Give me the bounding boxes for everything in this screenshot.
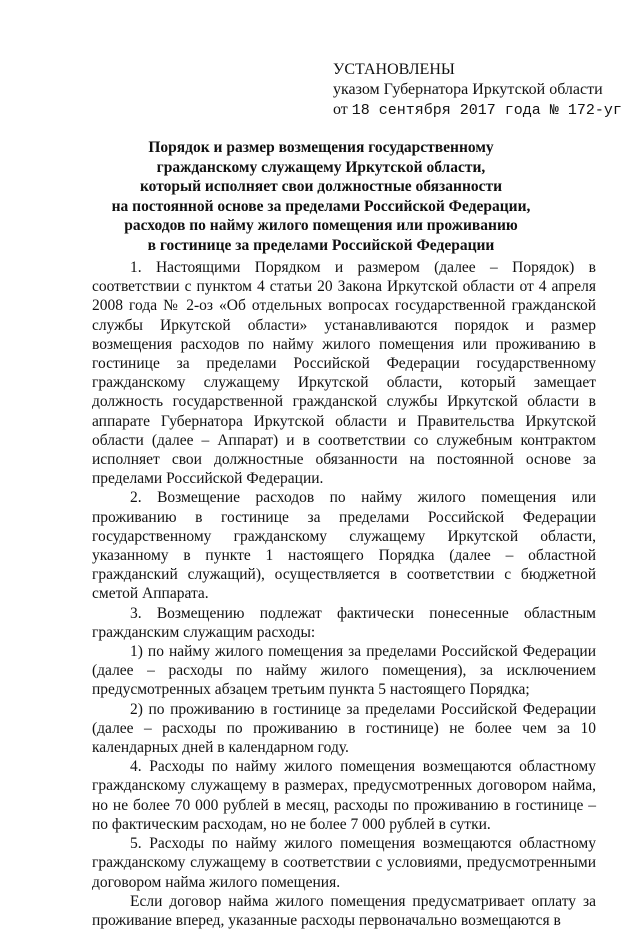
title-line: который исполняет свои должностные обязанности bbox=[139, 178, 503, 195]
title-line: в гостинице за пределами Российской Федерации bbox=[147, 236, 495, 254]
approval-decree-line: указом Губернатора Иркутской области bbox=[333, 81, 603, 98]
document-body bbox=[92, 258, 596, 930]
approval-heading: УСТАНОВЛЕНЫ bbox=[333, 61, 455, 78]
approval-date-line bbox=[333, 100, 622, 121]
paragraph-1: 1. Настоящими Порядком и размером (далее – Порядок) в соответствии с пунктом 4 статьи 20 Закона Иркутской области от 4 апреля 2008 года № 2-оз «Об отдельных вопросах государственной гражданской службы Иркутской области» устанавливаются порядок и размер возмещения расходов по найму жилого помещения или проживанию в гостинице за пределами Российской Федерации государственному гражданскому служащему Иркутской области, который замещает должность государственной гражданской службы Иркутской области в аппарате Губернатора Иркутской области и Правительства Иркутской области (далее – Аппарат) и в соответствии со служебным контрактом исполняет свои должностные обязанности на постоянной основе за пределами Российской Федерации. bbox=[92, 259, 596, 488]
approval-block bbox=[333, 60, 622, 121]
paragraph-5: 5. Расходы по найму жилого помещения возмещаются областному гражданскому служащему в соответствии с условиями, предусмотренными договором найма жилого помещения. bbox=[92, 835, 596, 891]
title-line: расходов по найму жилого помещения или проживанию bbox=[124, 217, 518, 234]
paragraph-3-item-1: 1) по найму жилого помещения за пределами Российской Федерации (далее – расходы по найму жилого помещения), за исключением предусмотренных абзацем третьим пункта 5 настоящего Порядка; bbox=[92, 643, 596, 699]
paragraph-4: 4. Расходы по найму жилого помещения возмещаются областному гражданскому служащему в размерах, предусмотренных договором найма, но не более 70 000 рублей в месяц, расходы по проживанию в гостинице – по фактическим расходам, но не более 7 000 рублей в сутки. bbox=[92, 758, 596, 833]
approval-date-number: 18 сентября 2017 года № 172-уг bbox=[351, 102, 622, 119]
paragraph-2: 2. Возмещение расходов по найму жилого помещения или проживанию в гостинице за пределами Российской Федерации государственному гражданскому служащему Иркутской области, указанному в пункте 1 настоящего Порядка (далее – областной гражданский служащий), осуществляется в соответствии с бюджетной сметой Аппарата. bbox=[92, 489, 596, 603]
title-line: гражданскому служащему Иркутской области, bbox=[156, 158, 486, 176]
title-line: на постоянной основе за пределами Российской Федерации, bbox=[111, 197, 531, 215]
approval-date-prefix: от bbox=[333, 101, 348, 118]
document-title bbox=[90, 138, 552, 255]
title-line: Порядок и размер возмещения государственному bbox=[148, 139, 494, 156]
paragraph-5-continued: Если договор найма жилого помещения предусматривает оплату за проживание вперед, указанные расходы первоначально возмещаются в bbox=[92, 892, 596, 929]
paragraph-3-item-2: 2) по проживанию в гостинице за пределами Российской Федерации (далее – расходы по проживанию в гостинице) не более чем за 10 календарных дней в календарном году. bbox=[92, 700, 596, 757]
paragraph-3: 3. Возмещению подлежат фактически понесенные областным гражданским служащим расходы: bbox=[92, 604, 596, 641]
